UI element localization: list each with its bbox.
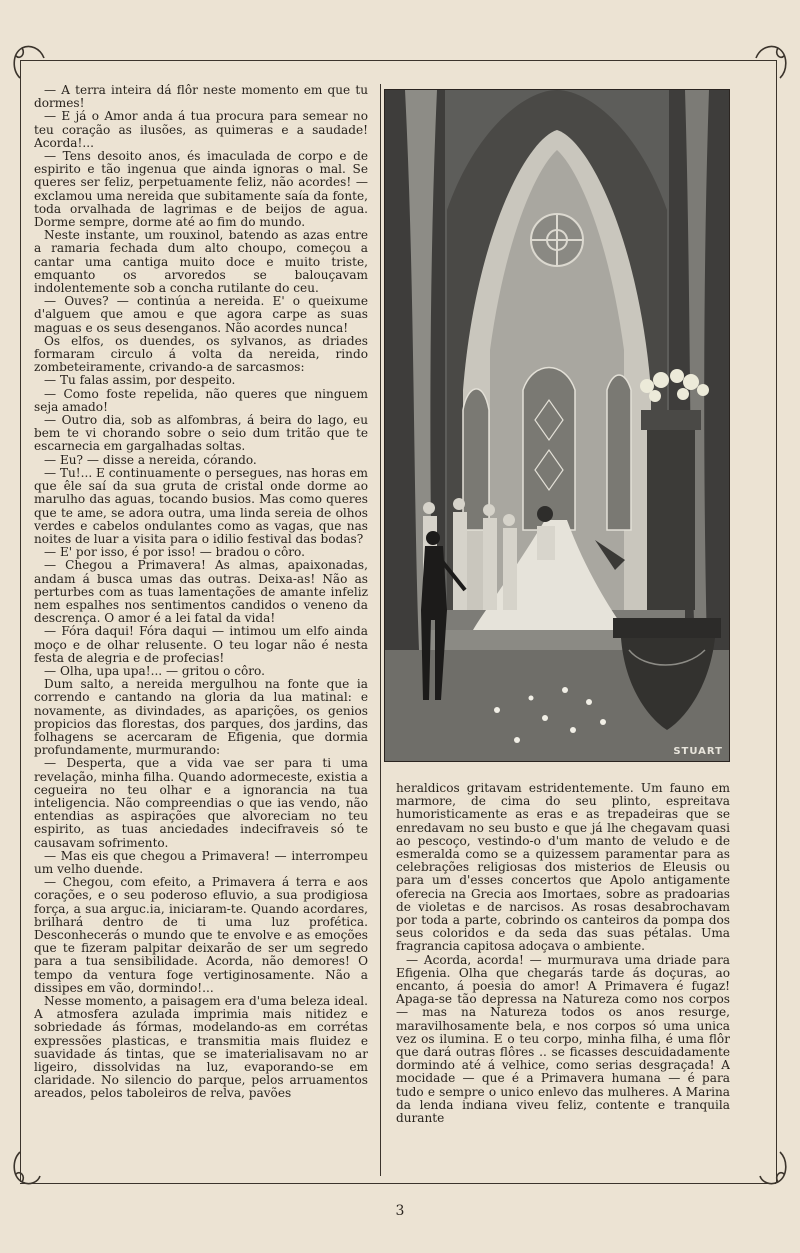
frame-right-border <box>776 60 777 1182</box>
paragraph: — Fóra daqui! Fóra daqui — intimou um elfo ainda moço e de olhar relusente. O teu logar não é nesta festa de alegria e de profecias! <box>34 624 368 665</box>
paragraph: — Mas eis que chegou a Primavera! — interrompeu um velho duende. <box>34 848 368 876</box>
paragraph: Neste instante, um rouxinol, batendo as azas entre a ramaria fechada dum alto choupo, começou a cantar uma cantiga muito doce e muito triste, emquanto os arvoredos se balouçavam indolentemente sob a concha rutilante do ceu. <box>34 228 368 296</box>
paragraph: — Chegou, com efeito, a Primavera á terra e aos corações, e o seu poderoso efluvio, a sua prodigiosa força, a sua arguc.ia, iniciaram-te. Quando acordares, brilhará dentro de ti uma luz profética. Desconhecerás o mundo que te envolve e as emoções que te fizeram palpitar deixarão de ser um segredo para a tua sensibilidade. Acorda, não demores! O tempo da ventura foge vertiginosamente. Não a dissipes em vão, dormindo!... <box>34 875 368 995</box>
paragraph: — Desperta, que a vida vae ser para ti uma revelação, minha filha. Quando adormeceste, existia a cegueira no teu olhar e a ignorancia na tua inteligencia. Não compreendias o que ias vendo, não entendias as aspirações que alvoreciam no teu espirito, as tuas anciedades indecifraveis só te causavam sofrimento. <box>34 756 368 850</box>
corner-ornament-top-left <box>8 40 48 80</box>
cathedral-illustration <box>384 89 730 762</box>
frame-left-border <box>20 60 21 1182</box>
corner-ornament-top-right <box>752 40 792 80</box>
paragraph: — E' por isso, é por isso! — bradou o côro. <box>44 545 305 560</box>
paragraph: Dum salto, a nereida mergulhou na fonte que ia correndo e cantando na gloria da lua matinal: e novamente, as divindades, as aparições, os genios propicios das florestas, dos parques, dos jardins, das folhagens se acercaram de Efigenia, que dormia profundamente, murmurando: <box>34 677 368 758</box>
illustration-signature: STUART <box>673 746 723 757</box>
paragraph: — Eu? — disse a nereida, córando. <box>44 452 257 467</box>
paragraph: — Chegou a Primavera! As almas, apaixonadas, andam á busca umas das outras. Deixa-as! Não as perturbes com as tuas lamentações de amante infeliz nem espalhes nos sentimentos candidos o veneno da descrença. O amor é a lei fatal da vida! <box>34 558 368 626</box>
left-text-column <box>34 84 368 1176</box>
paragraph: Os elfos, os duendes, os sylvanos, as driades formaram circulo á volta da nereida, rindo zombeteiramente, crivando-a de sarcasmos: <box>34 333 368 375</box>
paragraph: — Acorda, acorda! — murmurava uma driade para Efigenia. Olha que chegarás tarde ás doçuras, ao encanto, á poesia do amor! A Primavera é fugaz! Apaga-se tão depressa na Natureza como nos corpos — mas na Natureza todos os anos resurge, maravilhosamente bela, e nos corpos só uma unica vez os ilumina. E o teu corpo, minha filha, é uma flôr que dará outras flôres .. se ficasses descuidadamente dormindo até á velhice, como serias desgraçada! A mocidade — que é a Primavera humana — é para tudo e sempre o unico enlevo das mulheres. A Marina da lenda indiana viveu feliz, contente e tranquila durante <box>396 952 730 1126</box>
paragraph: — Como foste repelida, não queres que ninguem seja amado! <box>34 386 368 414</box>
corner-ornament-bottom-right <box>752 1150 792 1190</box>
paragraph: — Ouves? — continúa a nereida. E' o queixume d'alguem que amou e que agora carpe as suas maguas e os seus desenganos. Não acordes nunca! <box>34 294 368 335</box>
paragraph: heraldicos gritavam estridentemente. Um fauno em marmore, de cima do seu plinto, espreitava humoristicamente as eras e as trepadeiras que se enredavam no seu busto e que já lhe chegavam quasi ao pescoço, vestindo-o d'um manto de veludo e de esmeralda como se a quizessem paramentar para as celebrações religiosas dos misterios de Eleusis ou para um d'esses concertos que Apolo antigamente oferecia na Grecia aos Imortaes, sobre as pradoarias de violetas e de narcisos. As rosas desabrochavam por toda a parte, cobrindo os canteiros da pompa dos seus coloridos e da seda das suas pétalas. Uma fragrancia capitosa adoçava o ambiente. <box>396 782 730 954</box>
paragraph: — A terra inteira dá flôr neste momento em que tu dormes! <box>34 84 368 111</box>
paragraph: — Tu!... E continuamente o persegues, nas horas em que êle saí da sua gruta de cristal onde dorme ao marulho das aguas, tocando busios. Mas como queres que te ame, se adora outra, uma linda sereia de olhos verdes e cabelos ondulantes como as vagas, que nas noites de luar a visita para o idilio festival das bodas? <box>34 465 368 546</box>
paragraph: Nesse momento, a paisagem era d'uma beleza ideal. A atmosfera azulada imprimia mais nitidez e sobriedade ás fórmas, modelando-as em corrétas expressões plasticas, e transmitia mais fluidez e suavidade ás tintas, que se imaterialisavam no ar ligeiro, dissolvidas na luz, evaporando-se em claridade. No silencio do parque, pelos arruamentos areados, pelos taboleiros de relva, pavões <box>34 994 368 1101</box>
paragraph: — Outro dia, sob as alfombras, á beira do lago, eu bem te vi chorando sobre o seio dum tritão que te escarnecia em gargalhadas soltas. <box>34 413 368 454</box>
paragraph: — Olha, upa upa!... — gritou o côro. <box>44 663 265 678</box>
right-text-column <box>396 782 730 1176</box>
paragraph: — Tens desoito anos, és imaculada de corpo e de espirito e tão ingenua que ainda ignoras o mal. Se queres ser feliz, perpetuamente feliz, não acordes! — exclamou uma nereida que subitamente saía da fonte, toda orvalhada de lagrimas e de beijos de agua. Dorme sempre, dorme até ao fim do mundo. <box>34 149 368 230</box>
paragraph: — E já o Amor anda á tua procura para semear no teu coração as ilusões, as quimeras e a saudade! Acorda!... <box>34 109 368 150</box>
column-divider <box>380 84 381 1176</box>
page-number: 3 <box>395 1203 405 1219</box>
paragraph: — Tu falas assim, por despeito. <box>44 373 236 388</box>
